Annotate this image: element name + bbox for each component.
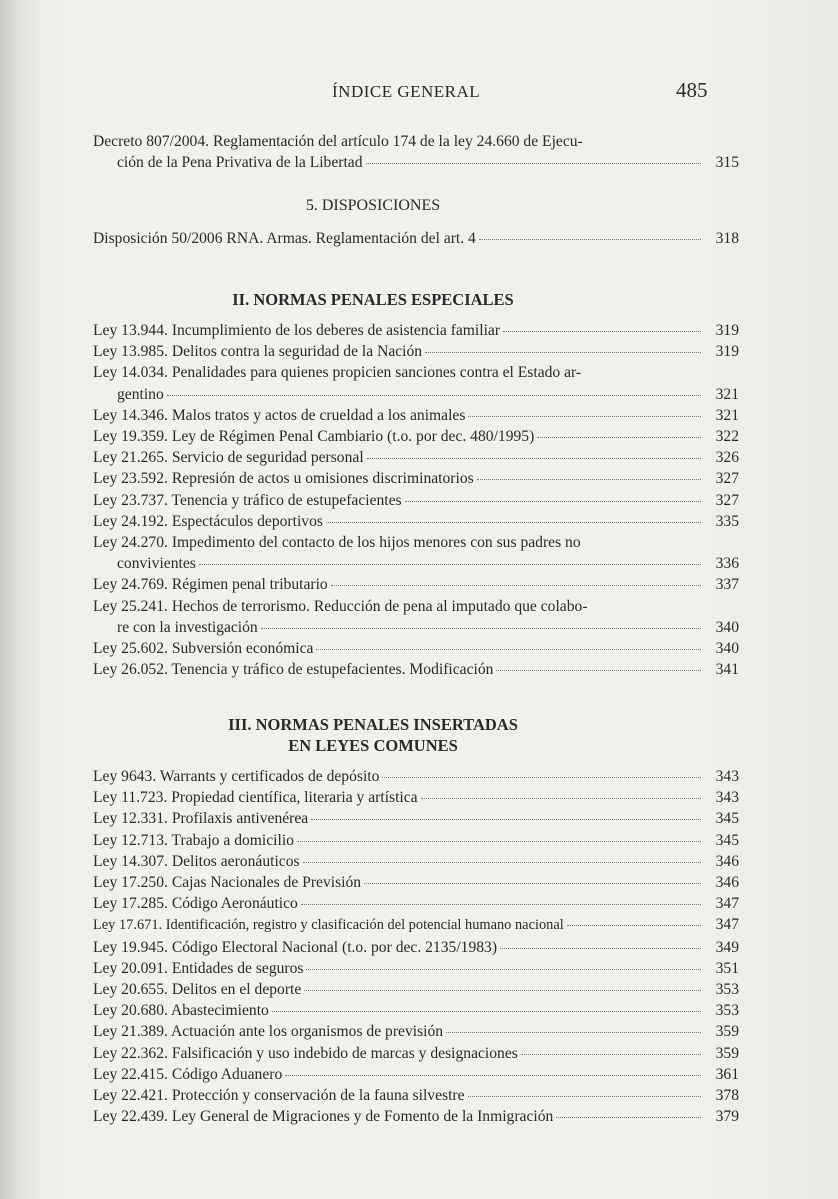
entry-page: 378: [715, 1087, 739, 1105]
entry-text: Ley 22.421. Protección y conservación de la fauna silvestre: [93, 1087, 465, 1105]
entry-page: 327: [715, 470, 739, 488]
toc-entry: [93, 638, 739, 659]
leader-dots: [567, 925, 701, 926]
toc-entry: [93, 320, 739, 341]
entry-page: 361: [715, 1065, 739, 1083]
entry-page: 337: [715, 576, 739, 594]
entry-text: Ley 14.307. Delitos aeronáuticos: [93, 852, 300, 870]
normas-insertadas-list: [93, 766, 739, 1127]
leader-dots: [326, 522, 701, 523]
toc-entry: [93, 1064, 739, 1085]
entry-text: convivientes: [117, 555, 196, 573]
toc-entry: [93, 228, 739, 249]
entry-page: 353: [715, 981, 739, 999]
toc-entry: [93, 1021, 739, 1042]
leader-dots: [272, 1011, 701, 1012]
toc-entry: [93, 830, 739, 851]
leader-dots: [304, 990, 701, 991]
entry-page: 346: [715, 852, 739, 870]
entry-text: Ley 21.265. Servicio de seguridad personal: [93, 449, 364, 467]
toc-entry: [93, 468, 739, 489]
leader-dots: [364, 883, 701, 884]
leader-dots: [167, 395, 701, 396]
toc-entry: [93, 808, 739, 829]
entry-page: 347: [715, 916, 739, 934]
toc-entry: [93, 958, 739, 979]
leader-dots: [306, 969, 701, 970]
entry-page: 327: [715, 491, 739, 509]
entry-page: 319: [715, 322, 739, 339]
disposiciones-list: [93, 228, 739, 249]
entry-text: Ley 20.655. Delitos en el deporte: [93, 981, 302, 999]
leader-dots: [316, 649, 701, 650]
section-heading-normas-insertadas: [93, 714, 653, 756]
entry-text: ción de la Pena Privativa de la Libertad: [117, 154, 363, 172]
entry-page: 326: [715, 449, 739, 467]
entry-text: Ley 14.346. Malos tratos y actos de crueldad a los animales: [93, 406, 466, 424]
entry-text: Disposición 50/2006 RNA. Armas. Reglamentación del art. 4: [93, 230, 476, 247]
entry-line1: Ley 14.034. Penalidades para quienes propicien sanciones contra el Estado ar-: [93, 364, 582, 382]
page-number: 485: [676, 78, 708, 102]
normas-especiales-list: [93, 320, 739, 680]
section-heading-disposiciones: 5. DISPOSICIONES: [305, 197, 441, 214]
entry-line1: Ley 24.270. Impedimento del contacto de los hijos menores con sus padres no: [93, 534, 581, 552]
entry-text: Ley 23.737. Tenencia y tráfico de estupefacientes: [93, 491, 402, 509]
section-heading-normas-especiales: II. NORMAS PENALES ESPECIALES: [232, 290, 514, 309]
entry-text: Ley 17.285. Código Aeronáutico: [93, 895, 298, 913]
toc-entry: [93, 1085, 739, 1106]
top-entry: [93, 131, 739, 173]
entry-page: 322: [715, 428, 739, 446]
leader-dots: [303, 862, 701, 863]
leader-dots: [521, 1054, 701, 1055]
toc-entry: [93, 384, 739, 405]
entry-text: Ley 22.439. Ley General de Migraciones y de Fomento de la Inmigración: [93, 1108, 554, 1126]
toc-entry: [93, 447, 739, 468]
entry-text: Ley 11.723. Propiedad científica, literaria y artística: [93, 789, 418, 807]
leader-dots: [382, 777, 701, 778]
heading-line2: EN LEYES COMUNES: [288, 736, 458, 755]
leader-dots: [479, 239, 701, 240]
entry-text: Ley 22.415. Código Aduanero: [93, 1065, 283, 1083]
toc-entry: [93, 1000, 739, 1021]
entry-text: Ley 22.362. Falsificación y uso indebido de marcas y designaciones: [93, 1044, 518, 1062]
toc-entry: [93, 1043, 739, 1064]
entry-page: 318: [715, 230, 739, 247]
toc-entry: [93, 426, 739, 447]
entry-page: 335: [715, 512, 739, 530]
leader-dots: [556, 1117, 701, 1118]
leader-dots: [301, 904, 701, 905]
entry-text: Ley 21.389. Actuación ante los organismos de previsión: [93, 1023, 444, 1041]
entry-page: 340: [715, 618, 739, 636]
leader-dots: [537, 437, 701, 438]
entry-text: gentino: [117, 385, 164, 403]
entry-page: 359: [715, 1044, 739, 1062]
leader-dots: [496, 670, 701, 671]
entry-text: Ley 19.359. Ley de Régimen Penal Cambiario (t.o. por dec. 480/1995): [93, 428, 535, 446]
toc-entry: [93, 851, 739, 872]
toc-entry: [93, 574, 739, 595]
leader-dots: [367, 458, 701, 459]
leader-dots: [446, 1032, 701, 1033]
running-title: ÍNDICE GENERAL: [332, 82, 481, 101]
leader-dots: [285, 1075, 701, 1076]
entry-text: Ley 20.680. Abastecimiento: [93, 1002, 269, 1020]
entry-text: Ley 12.713. Trabajo a domicilio: [93, 831, 294, 849]
entry-text: Ley 24.192. Espectáculos deportivos: [93, 512, 323, 530]
entry-page: 319: [715, 343, 739, 361]
entry-text: Ley 25.602. Subversión económica: [93, 640, 314, 658]
toc-entry: [93, 1106, 739, 1127]
entry-page: 351: [715, 959, 739, 977]
entry-text: Ley 26.052. Tenencia y tráfico de estupefacientes. Modificación: [93, 661, 494, 679]
entry-page: 321: [715, 406, 739, 424]
entry-text: Ley 24.769. Régimen penal tributario: [93, 576, 328, 594]
toc-entry: [93, 766, 739, 787]
leader-dots: [405, 501, 701, 502]
toc-entry: [93, 553, 739, 574]
toc-entry: [93, 511, 739, 532]
toc-entry: [93, 617, 739, 638]
leader-dots: [468, 1096, 701, 1097]
entry-page: 341: [715, 661, 739, 679]
entry-text: Ley 17.250. Cajas Nacionales de Previsión: [93, 874, 362, 892]
leader-dots: [366, 163, 701, 164]
entry-page: 353: [715, 1002, 739, 1020]
toc-entry: [93, 490, 739, 511]
entry-line2: [93, 152, 739, 173]
toc-entry: [93, 341, 739, 362]
entry-page: 349: [715, 938, 739, 956]
entry-page: 321: [715, 385, 739, 403]
toc-entry: [93, 893, 739, 914]
toc-entry: [93, 872, 739, 893]
leader-dots: [468, 416, 701, 417]
entry-line1: Ley 25.241. Hechos de terrorismo. Reducción de pena al imputado que colabo-: [93, 597, 588, 615]
leader-dots: [311, 819, 701, 820]
entry-page: 343: [715, 789, 739, 807]
entry-text: Ley 23.592. Represión de actos u omisiones discriminatorios: [93, 470, 474, 488]
entry-text: Ley 12.331. Profilaxis antivenérea: [93, 810, 309, 828]
toc-entry: [93, 979, 739, 1000]
toc-entry: [93, 914, 739, 936]
entry-page: 315: [715, 154, 739, 172]
leader-dots: [425, 352, 701, 353]
entry-text: Ley 17.671. Identificación, registro y clasificación del potencial humano nacional: [93, 917, 564, 934]
leader-dots: [331, 585, 701, 586]
leader-dots: [261, 628, 701, 629]
toc-entry: [93, 787, 739, 808]
entry-page: 345: [715, 831, 739, 849]
entry-page: 336: [715, 555, 739, 573]
entry-page: 346: [715, 874, 739, 892]
entry-text: Ley 19.945. Código Electoral Nacional (t.o. por dec. 2135/1983): [93, 938, 498, 956]
leader-dots: [477, 479, 701, 480]
entry-text: Ley 13.985. Delitos contra la seguridad de la Nación: [93, 343, 423, 361]
entry-page: 347: [715, 895, 739, 913]
leader-dots: [199, 564, 701, 565]
entry-page: 359: [715, 1023, 739, 1041]
toc-entry: [93, 405, 739, 426]
leader-dots: [500, 948, 701, 949]
heading-line1: III. NORMAS PENALES INSERTADAS: [228, 715, 518, 734]
entry-page: 345: [715, 810, 739, 828]
page-header: [0, 78, 838, 108]
leader-dots: [421, 798, 701, 799]
entry-text: re con la investigación: [117, 618, 258, 636]
entry-line1: Decreto 807/2004. Reglamentación del artículo 174 de la ley 24.660 de Ejecu-: [93, 133, 583, 150]
entry-page: 343: [715, 768, 739, 785]
entry-page: 340: [715, 640, 739, 658]
entry-page: 379: [715, 1108, 739, 1126]
entry-text: Ley 9643. Warrants y certificados de depósito: [93, 768, 380, 785]
entry-text: Ley 13.944. Incumplimiento de los deberes de asistencia familiar: [93, 322, 501, 339]
toc-entry: [93, 937, 739, 958]
entry-text: Ley 20.091. Entidades de seguros: [93, 959, 304, 977]
leader-dots: [503, 331, 701, 332]
leader-dots: [297, 841, 701, 842]
toc-entry: [93, 659, 739, 680]
